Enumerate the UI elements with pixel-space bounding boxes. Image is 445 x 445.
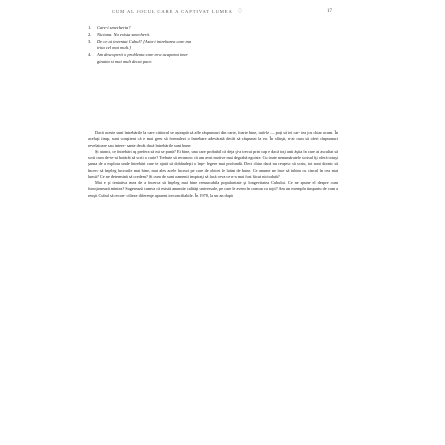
list-item-number: 2. bbox=[88, 31, 92, 37]
list-item bbox=[88, 52, 338, 66]
list-item bbox=[88, 25, 338, 32]
list-item-text: Care-i smecheria? bbox=[97, 25, 131, 30]
list-item-text: De ce ai inventat Cubul? [Asta-i intrebarea care ma irita cel mai mult.] bbox=[97, 38, 191, 51]
list-item-text: Niciuna. Nu exista smecherii. bbox=[97, 31, 151, 37]
running-header bbox=[112, 6, 332, 16]
page-number: 17 bbox=[327, 8, 332, 14]
paragraph: Mai e şi tentativa mea de a încerca să înţeleg mai bine remarcabila popularitate şi longevitatea Cubului. Ce ne spune el despre cum funcţionează mintea? Sugerează cumva că există anumite calităţi universale, pe care le avem în comun cu toţii? Am un exemplu timpuriu de cum a reuşit Cubul să recon- cilieze diferenţe aparent ireconciliabile. În 1978, la un an după bbox=[88, 180, 338, 198]
list-item-number: 3. bbox=[88, 38, 92, 44]
list-item bbox=[88, 32, 338, 39]
list-item-text: Am descoperit o problema care m-a acaparat ima- ginatia si mai mult decat pace. bbox=[97, 52, 189, 64]
paragraph: Și atunci, ce întrebări aş prefera să mi se pună? Ei bine, una care probabil că deja ţi-a trecut prin cap e dacă toţi anii ăştia în care ai ascultat să scrii cum de-te-ai hotărât să scrii o carte? Trebuie să recunosc că am avut motive mai degrabă egoiste. Cu toate nenumăratele scrisul îţi oferă totuşi şansa de a explora unde întrebări care te ajută să dobândeşti o înţe- legere mai profundă. Deci chiar dacă nu reuşesc să scriu, tot sunt dornic să încerc să înţeleg lucrurile mai bine, mai ales acele lucruri pe care de obicei le luăm de bune. Ce anume ne face să iubim cu cincul în cea mai lumii? Ce ne determină să credem? Și cum de sunt oamenii inspiraţi să facă ceva ce n-a mai fost făcut niciodată? bbox=[88, 148, 339, 179]
list-item-number: 1. bbox=[88, 25, 92, 30]
running-title: CUM AL JOCUL CARE A CAPTIVAT LUMEA bbox=[112, 8, 233, 14]
question-list bbox=[88, 25, 338, 66]
list-item bbox=[88, 39, 338, 53]
paragraph: Dacă aceste sunt întrebările la care cititorul se așteaptă să afle răspunsuri din carte, foarte bine, iată-le — poți să iei car- tea jos chiar acum. În acelaşi timp, sunt conştient că e mai greu să formulezi o întrebare adevărată decât să răspunzi la ea. În sfârşit, n-ai cum să oferi răspunsuri revelatoare sau intere- sante decât dacă întrebările sunt bune. bbox=[88, 130, 339, 148]
ornament-icon: ♢ bbox=[236, 6, 244, 15]
list-item-number: 4. bbox=[88, 52, 92, 58]
body-text bbox=[88, 130, 338, 199]
